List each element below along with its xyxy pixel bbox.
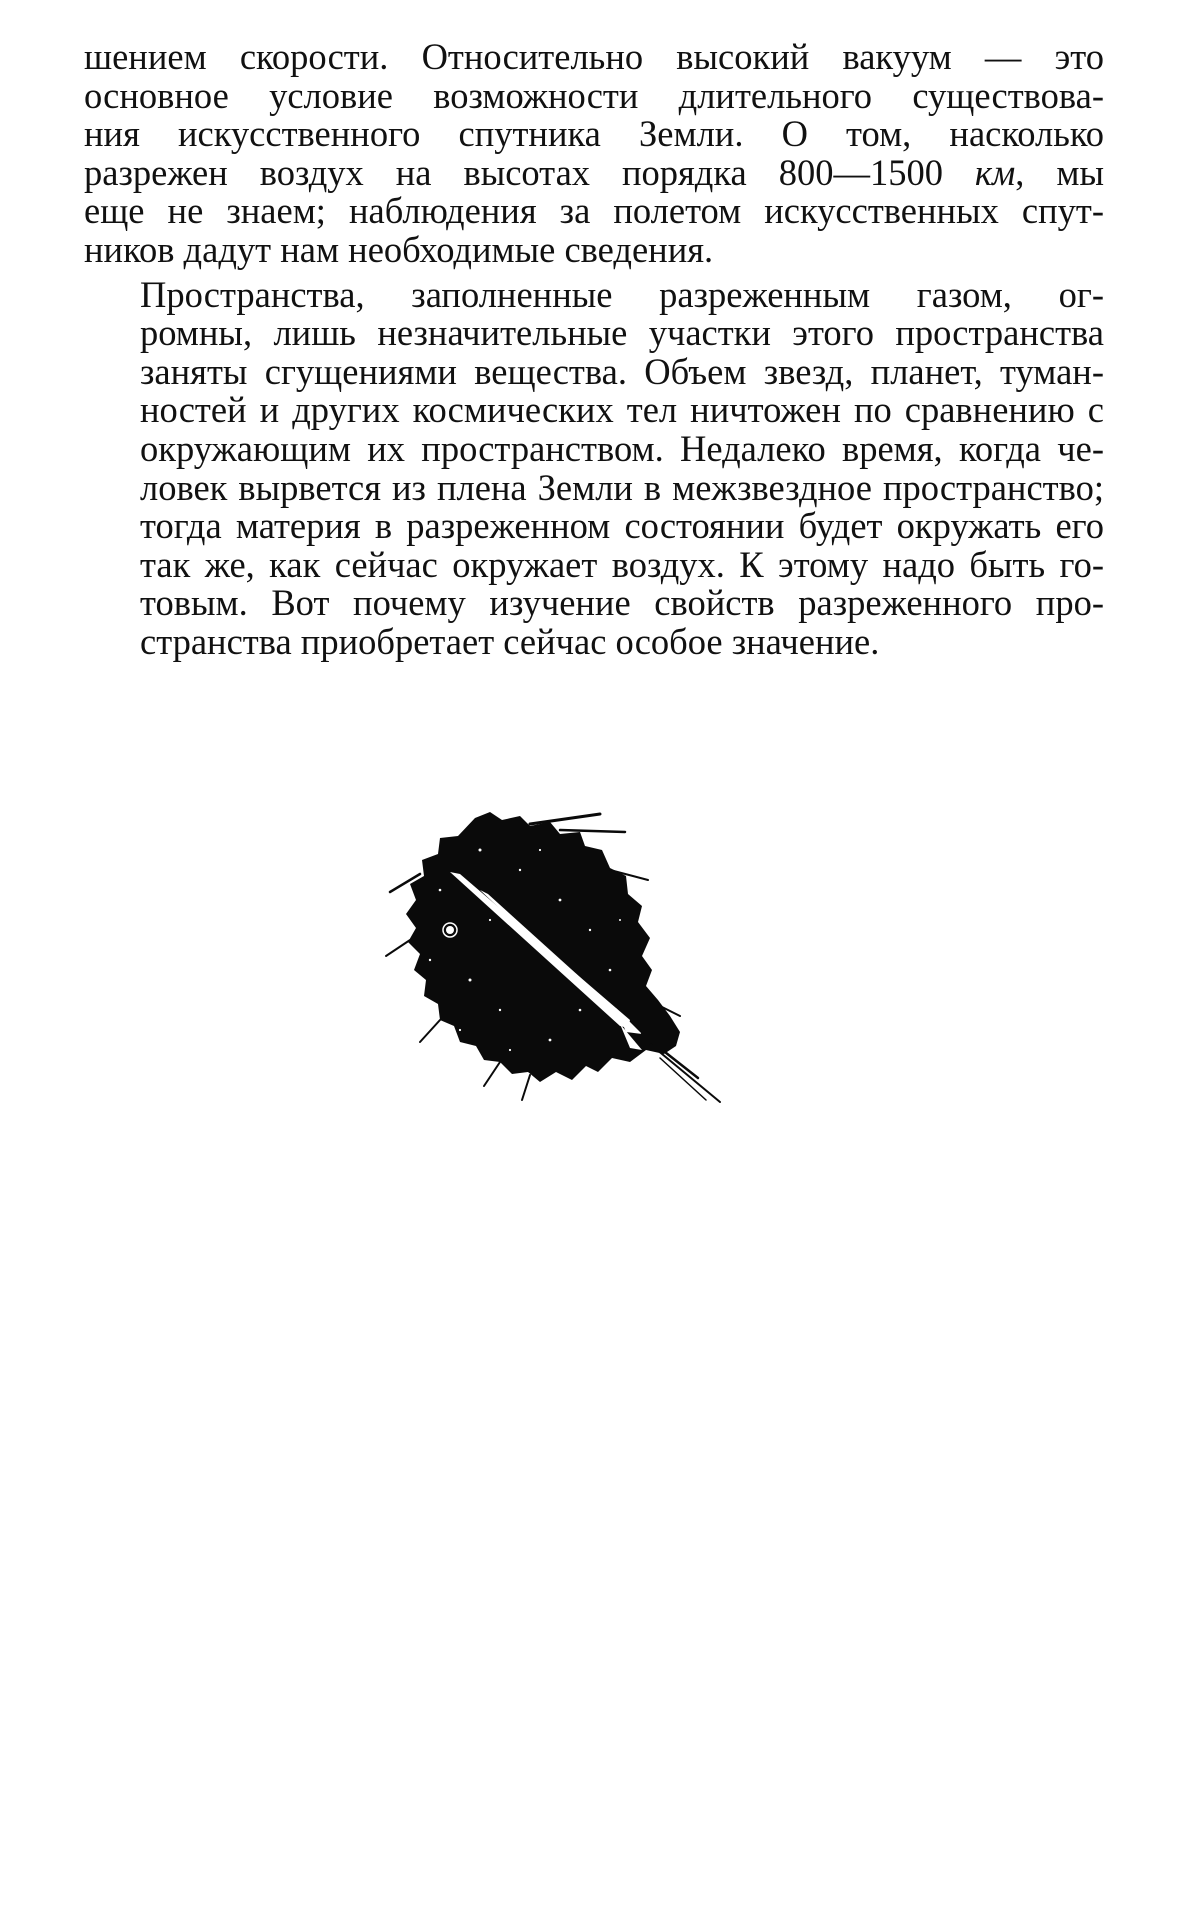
text-line: ловек вырвется из плена Земли в межзвездное пространство;: [140, 466, 1104, 508]
text-line: ностей и других космических тел ничтожен по сравнению с: [140, 389, 1104, 431]
text-line: основное условие возможности длительного существова-: [84, 74, 1104, 116]
text-line: ников дадут нам необходимые сведения.: [84, 228, 714, 270]
text-line: заняты сгущениями вещества. Объем звезд, планет, туман-: [140, 350, 1104, 392]
text-line: окружающим их пространством. Недалеко время, когда че-: [140, 427, 1104, 469]
text-line: еще не знаем; наблюдения за полетом искусственных спут-: [84, 190, 1104, 232]
text-line: ромны, лишь незначительные участки этого пространства: [140, 312, 1104, 354]
text-line: странства приобретает сейчас особое значение.: [140, 620, 880, 662]
text-line-head: разрежен воздух на высотах порядка 800—1500: [84, 151, 975, 193]
paragraph-2: [84, 273, 1104, 662]
text-line-with-unit: [84, 151, 1104, 193]
text-line: Пространства, заполненные разреженным газом, ог-: [140, 273, 1104, 315]
unit-km: км: [974, 151, 1016, 193]
text-line: ния искусственного спутника Земли. О том, насколько: [84, 113, 1104, 155]
text-line: тогда материя в разреженном состоянии будет окружать его: [140, 505, 1104, 547]
paragraph-1: [84, 38, 1104, 270]
text-line: так же, как сейчас окружает воздух. К этому надо быть го-: [140, 543, 1104, 585]
exhaust-strokes: [642, 1034, 720, 1102]
text-line-tail: , мы: [1015, 151, 1104, 193]
body-text: [84, 38, 1104, 662]
text-line: шением скорости. Относительно высокий вакуум — это: [84, 36, 1104, 77]
text-line: товым. Вот почему изучение свойств разреженного про-: [140, 582, 1104, 624]
rocket-in-starry-space-icon: [380, 810, 800, 1160]
